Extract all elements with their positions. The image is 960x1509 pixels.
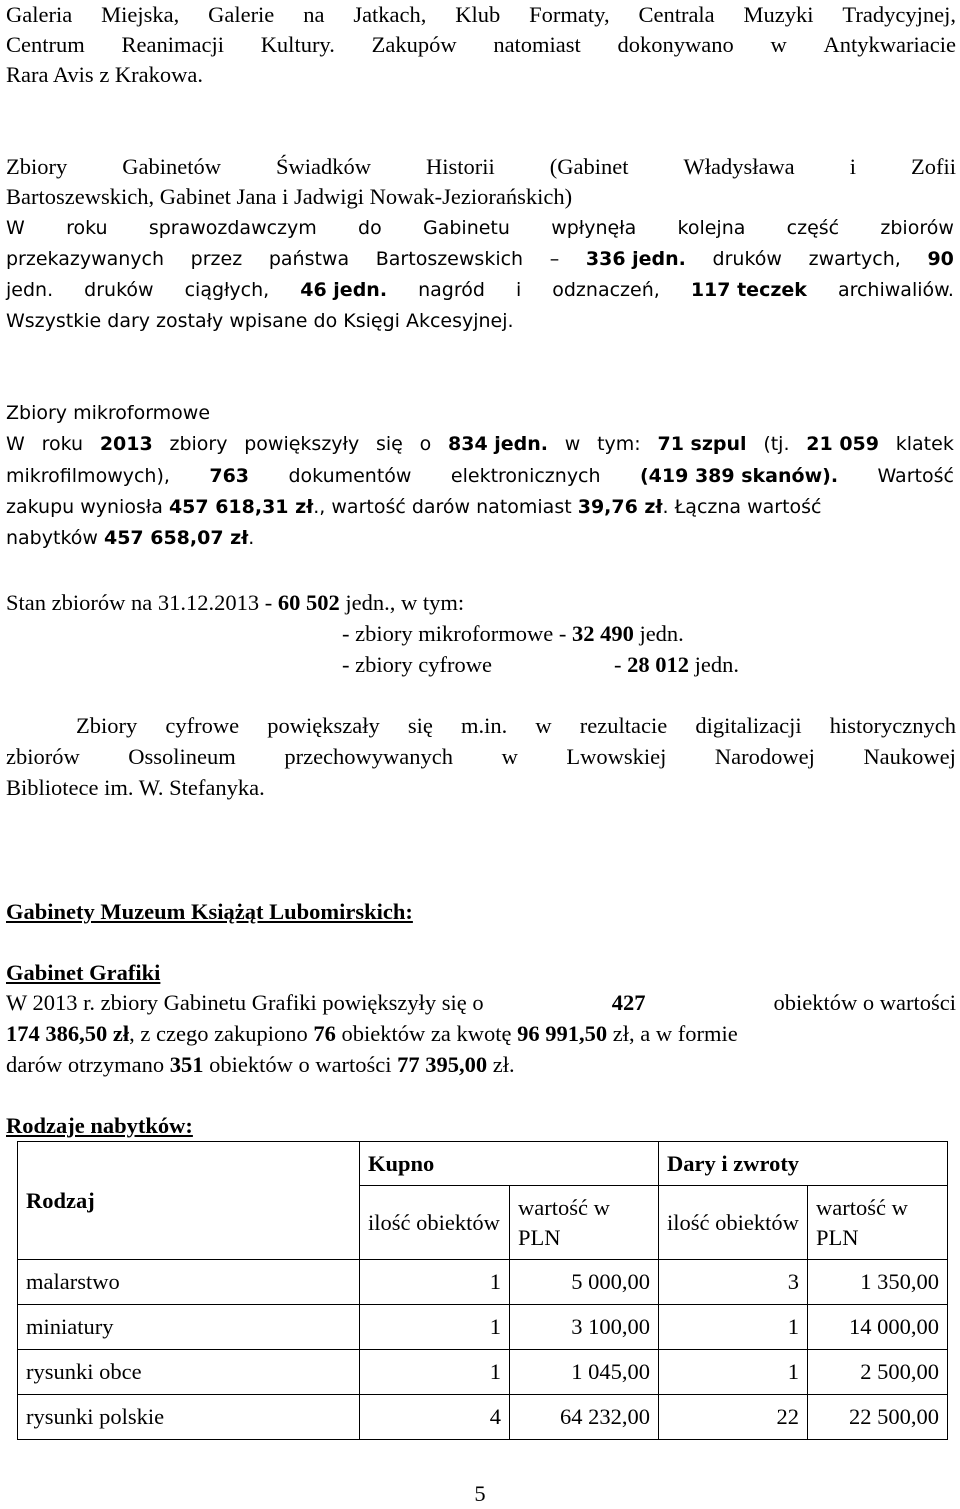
stan-l2-a: - zbiory mikroformowe - xyxy=(342,621,572,646)
micro-line-2 xyxy=(6,461,954,491)
grafika-l3-a: darów otrzymano xyxy=(6,1052,170,1077)
word: Ossolineum xyxy=(128,744,236,769)
digital-line-3: Bibliotece im. W. Stefanyka. xyxy=(6,775,265,800)
digital-line-2 xyxy=(6,742,956,772)
word: Miejska, xyxy=(101,2,180,27)
grafika-line-1 xyxy=(6,988,956,1018)
intro-line-3: Rara Avis z Krakowa. xyxy=(6,62,204,87)
word: m.in. xyxy=(461,713,508,738)
cell-dary-wartosc: 14 000,00 xyxy=(808,1305,948,1350)
stan-line-3 xyxy=(342,650,739,680)
word: 46 jedn. xyxy=(300,279,388,301)
word: klatek xyxy=(895,433,954,455)
word: Narodowej xyxy=(714,744,815,769)
word: Jatkach, xyxy=(353,2,427,27)
stan-l1-b: 60 502 xyxy=(277,590,340,615)
digital-line-1 xyxy=(76,711,956,741)
cell-rodzaj: malarstwo xyxy=(18,1260,360,1305)
word: Zofii xyxy=(910,154,956,179)
word: Gabinetów xyxy=(122,154,221,179)
word: (tj. xyxy=(763,433,790,455)
word: dokumentów xyxy=(288,465,412,487)
word: powiększyły xyxy=(244,433,360,455)
word: Antykwariacie xyxy=(823,32,956,57)
cell-kupno-ilosc: 4 xyxy=(360,1395,510,1440)
cell-dary-wartosc: 22 500,00 xyxy=(808,1395,948,1440)
stan-l3-b: - xyxy=(614,652,628,677)
word: Historii xyxy=(425,154,495,179)
col-header-kupno-ilosc: ilość obiektów xyxy=(360,1186,510,1260)
grafika-heading: Gabinet Grafiki xyxy=(6,960,161,985)
word: Centrala xyxy=(638,2,715,27)
word: 90 xyxy=(927,248,954,270)
word: Zbiory xyxy=(76,713,138,738)
word: Galerie xyxy=(208,2,275,27)
word: powiększały xyxy=(267,713,380,738)
cell-kupno-ilosc: 1 xyxy=(360,1305,510,1350)
word: Kultury. xyxy=(260,32,335,57)
word: sprawozdawczym xyxy=(148,217,317,239)
word: druków xyxy=(84,279,154,301)
word: kolejna xyxy=(677,217,746,239)
witness-paragraph-line-3 xyxy=(6,275,954,305)
micro-line-3 xyxy=(6,492,822,522)
grafika-l2-c: 76 xyxy=(313,1021,336,1046)
cell-rodzaj: rysunki polskie xyxy=(18,1395,360,1440)
word: w xyxy=(535,713,552,738)
word: część xyxy=(786,217,840,239)
witness-paragraph-line-1 xyxy=(6,213,954,243)
col-header-rodzaj: Rodzaj xyxy=(18,1142,360,1260)
word: 21 059 xyxy=(806,433,879,455)
word: przez xyxy=(190,248,243,270)
grafika-l3-b: 351 xyxy=(169,1052,204,1077)
word: 336 jedn. xyxy=(585,248,686,270)
word: Bartoszewskich xyxy=(375,248,524,270)
word: Władysława xyxy=(683,154,795,179)
word: mikrofilmowych), xyxy=(6,465,170,487)
page-number: 5 xyxy=(474,1481,486,1506)
word: Klub xyxy=(455,2,501,27)
word: ciągłych, xyxy=(184,279,270,301)
word: się xyxy=(375,433,403,455)
cell-dary-ilosc: 1 xyxy=(659,1350,808,1395)
micro-l4-a: nabytków xyxy=(6,527,104,549)
witness-paragraph-line-2 xyxy=(6,244,954,274)
grafika-l2-f: zł, a w formie xyxy=(607,1021,738,1046)
word: nagród xyxy=(418,279,485,301)
word: 2013 xyxy=(99,433,153,455)
witness-heading-line-1 xyxy=(6,152,956,182)
word: rezultacie xyxy=(579,713,668,738)
cell-rodzaj: miniatury xyxy=(18,1305,360,1350)
word: – xyxy=(549,248,560,270)
cell-kupno-ilosc: 1 xyxy=(360,1260,510,1305)
word: do xyxy=(358,217,382,239)
word: natomiast xyxy=(493,32,581,57)
cell-kupno-wartosc: 64 232,00 xyxy=(510,1395,659,1440)
word: wpłynęła xyxy=(551,217,637,239)
word: w xyxy=(501,744,518,769)
table-row xyxy=(18,1260,948,1305)
word: się xyxy=(407,713,433,738)
word: Naukowej xyxy=(863,744,956,769)
micro-l3-c: ., wartość darów natomiast xyxy=(313,496,578,518)
grafika-line-3 xyxy=(6,1050,515,1080)
word: archiwaliów. xyxy=(837,279,954,301)
table-group-header-row xyxy=(18,1142,948,1186)
micro-l3-b: 457 618,31 zł xyxy=(168,496,314,518)
word: Zakupów xyxy=(371,32,457,57)
cell-dary-ilosc: 22 xyxy=(659,1395,808,1440)
word: i xyxy=(515,279,522,301)
stan-line-2 xyxy=(342,619,684,649)
intro-line-1 xyxy=(6,0,956,30)
grafika-l2-e: 96 991,50 xyxy=(517,1021,608,1046)
stan-l1-c: jedn., w tym: xyxy=(339,590,465,615)
word: w xyxy=(564,433,581,455)
stan-l3-c: 28 012 xyxy=(627,652,689,677)
word: roku xyxy=(41,433,84,455)
word: 71 szpul xyxy=(657,433,747,455)
table-row xyxy=(18,1395,948,1440)
stan-l1-a: Stan zbiorów na 31.12.2013 - xyxy=(6,590,278,615)
cell-kupno-ilosc: 1 xyxy=(360,1350,510,1395)
word: elektronicznych xyxy=(450,465,601,487)
word: Wartość xyxy=(877,465,954,487)
word: przekazywanych xyxy=(6,248,165,270)
cell-kupno-wartosc: 3 100,00 xyxy=(510,1305,659,1350)
word: roku xyxy=(66,217,108,239)
word: Zbiory xyxy=(6,154,68,179)
table-row xyxy=(18,1305,948,1350)
table-row xyxy=(18,1350,948,1395)
col-header-kupno: Kupno xyxy=(360,1142,659,1186)
cell-dary-ilosc: 3 xyxy=(659,1260,808,1305)
word: zwartych, xyxy=(808,248,901,270)
word: Tradycyjnej, xyxy=(842,2,956,27)
stan-l2-b: 32 490 xyxy=(571,621,634,646)
word: W xyxy=(6,433,25,455)
cell-dary-ilosc: 1 xyxy=(659,1305,808,1350)
word: zbiorów xyxy=(6,744,80,769)
word: (419 389 skanów). xyxy=(640,465,839,487)
word: o xyxy=(419,433,432,455)
grafika-l2-a: 174 386,50 zł xyxy=(6,1021,130,1046)
acquisitions-table xyxy=(17,1141,948,1440)
word: Formaty, xyxy=(529,2,610,27)
word: Lwowskiej xyxy=(566,744,667,769)
word: dokonywano xyxy=(617,32,734,57)
grafika-line-2 xyxy=(6,1019,738,1049)
word: zbiory xyxy=(169,433,228,455)
col-header-kupno-wartosc: wartość w PLN xyxy=(510,1186,659,1260)
micro-l3-d: 39,76 zł xyxy=(577,496,663,518)
stan-l3-a: - zbiory cyfrowe xyxy=(342,652,492,677)
grafika-l1-c: obiektów o wartości xyxy=(773,990,956,1015)
word: W xyxy=(6,217,25,239)
word: Centrum xyxy=(6,32,85,57)
micro-heading: Zbiory mikroformowe xyxy=(6,402,211,424)
micro-line-4 xyxy=(6,523,254,553)
word: (Gabinet xyxy=(549,154,629,179)
intro-line-2 xyxy=(6,30,956,60)
word: i xyxy=(849,154,856,179)
grafika-l3-e: zł. xyxy=(487,1052,515,1077)
witness-paragraph-line-4: Wszystkie dary zostały wpisane do Księgi Akcesyjnej. xyxy=(6,310,514,332)
word: 763 xyxy=(209,465,250,487)
stan-l3-d: jedn. xyxy=(689,652,739,677)
grafika-l1-a: W 2013 r. zbiory Gabinetu Grafiki powiększyły się o xyxy=(6,990,484,1015)
micro-line-1 xyxy=(6,429,954,459)
cell-kupno-wartosc: 5 000,00 xyxy=(510,1260,659,1305)
grafika-l2-d: obiektów za kwotę xyxy=(335,1021,518,1046)
grafika-l3-d: 77 395,00 xyxy=(397,1052,488,1077)
word: Świadków xyxy=(275,154,371,179)
word: państwa xyxy=(268,248,350,270)
grafika-l3-c: obiektów o wartości xyxy=(203,1052,398,1077)
word: 834 jedn. xyxy=(448,433,549,455)
word: przechowywanych xyxy=(284,744,454,769)
col-header-dary-ilosc: ilość obiektów xyxy=(659,1186,808,1260)
cell-dary-wartosc: 1 350,00 xyxy=(808,1260,948,1305)
col-header-dary: Dary i zwroty xyxy=(659,1142,948,1186)
word: Muzyki xyxy=(743,2,814,27)
word: na xyxy=(303,2,325,27)
rodzaje-heading: Rodzaje nabytków: xyxy=(6,1113,193,1138)
micro-l3-e: . Łączna wartość xyxy=(662,496,822,518)
word: Reanimacji xyxy=(121,32,224,57)
word: tym: xyxy=(597,433,641,455)
lubomirski-heading: Gabinety Muzeum Książąt Lubomirskich: xyxy=(6,899,413,924)
word: cyfrowe xyxy=(165,713,240,738)
witness-heading-line-2: Bartoszewskich, Gabinet Jana i Jadwigi Nowak-Jeziorańskich) xyxy=(6,184,573,209)
stan-line-1 xyxy=(6,588,464,618)
word: Gabinetu xyxy=(423,217,510,239)
grafika-l1-b: 427 xyxy=(611,990,646,1015)
word: jedn. xyxy=(6,279,54,301)
micro-l3-a: zakupu wyniosła xyxy=(6,496,169,518)
micro-l4-b: 457 658,07 zł xyxy=(103,527,249,549)
word: 117 teczek xyxy=(690,279,807,301)
word: Galeria xyxy=(6,2,73,27)
word: druków xyxy=(712,248,782,270)
word: digitalizacji xyxy=(695,713,802,738)
grafika-l2-b: , z czego zakupiono xyxy=(129,1021,314,1046)
word: zbiorów xyxy=(880,217,954,239)
word: historycznych xyxy=(829,713,956,738)
micro-l4-c: . xyxy=(248,527,255,549)
stan-l2-c: jedn. xyxy=(633,621,684,646)
cell-rodzaj: rysunki obce xyxy=(18,1350,360,1395)
col-header-dary-wartosc: wartość w PLN xyxy=(808,1186,948,1260)
word: w xyxy=(770,32,787,57)
cell-dary-wartosc: 2 500,00 xyxy=(808,1350,948,1395)
word: odznaczeń, xyxy=(552,279,660,301)
cell-kupno-wartosc: 1 045,00 xyxy=(510,1350,659,1395)
